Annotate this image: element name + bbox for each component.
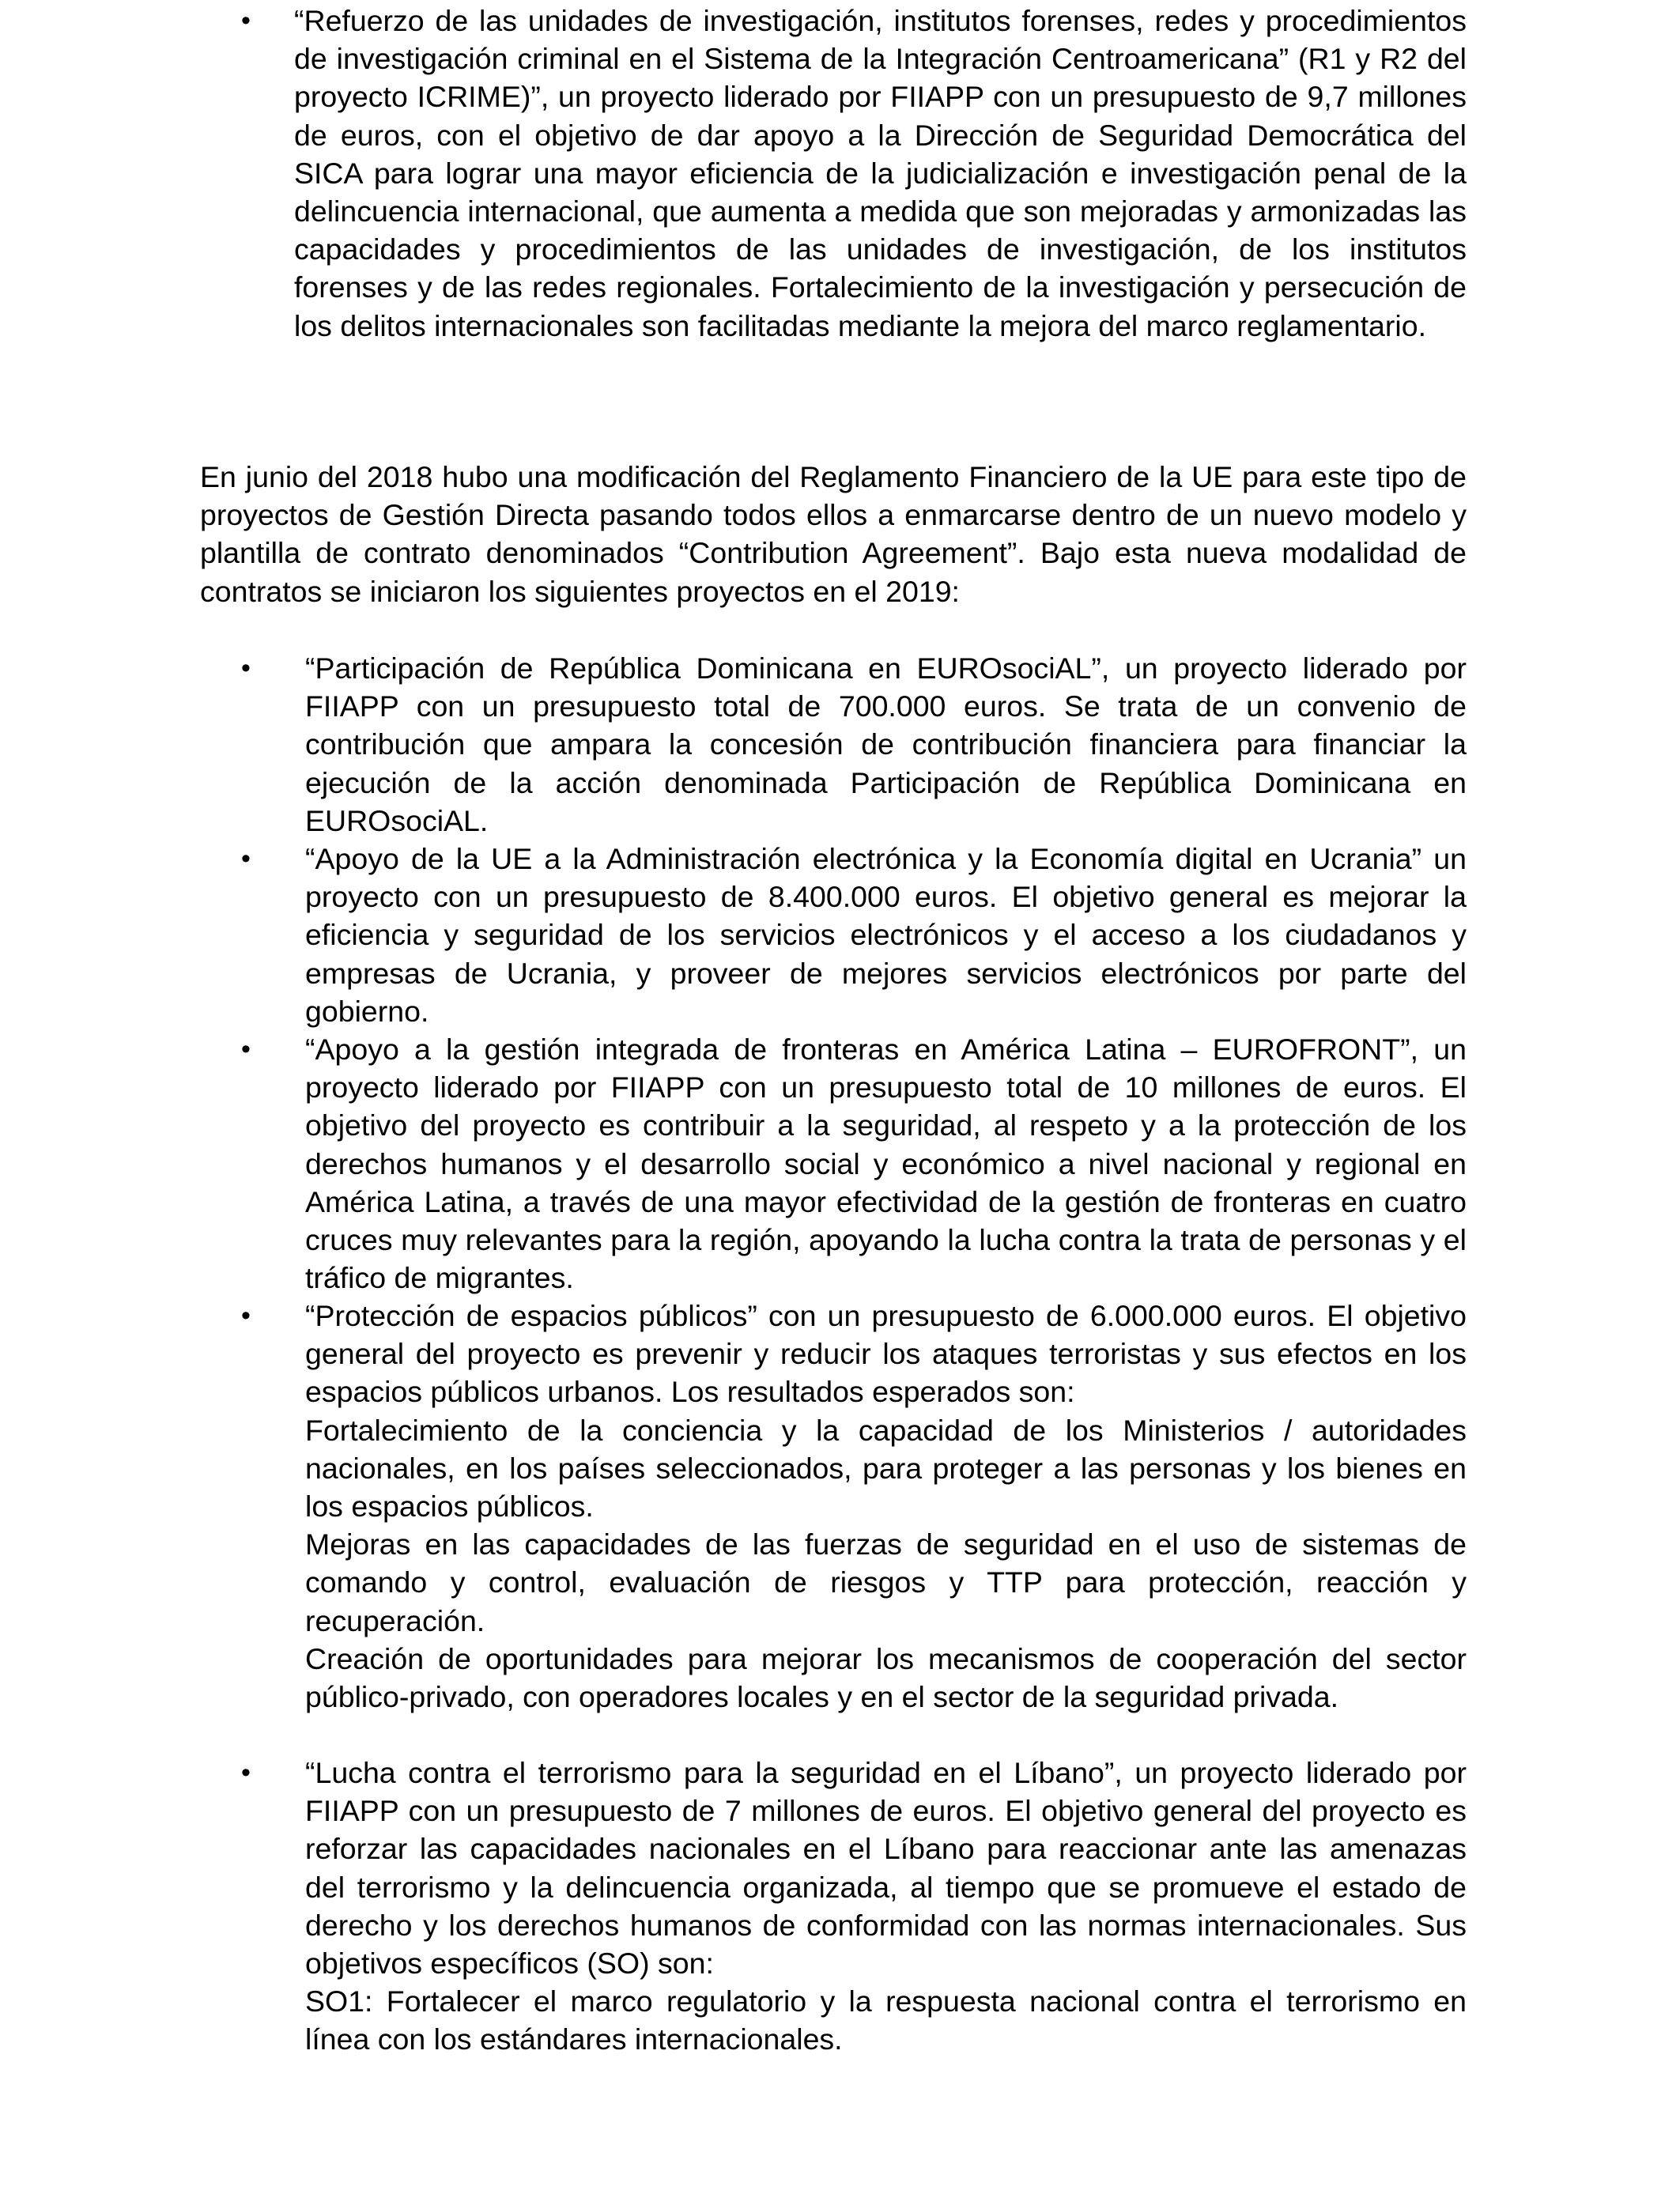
project-item-republica-dominicana — [305, 649, 1467, 840]
project-item-ucrania — [305, 840, 1467, 1030]
project-result-paragraph: Fortalecimiento de la conciencia y la capacidad de los Ministerios / autoridades nacionales, en los países seleccionados, para proteger a las personas y los bienes en los espacios públicos. — [305, 1413, 1467, 1524]
project-objective-paragraph: SO1: Fortalecer el marco regulatorio y la respuesta nacional contra el terrorismo en línea con los estándares internacionales. — [305, 1984, 1467, 2056]
bullet-marker: • — [241, 1758, 251, 1788]
project-item-espacios-publicos — [305, 1297, 1467, 1716]
project-result-paragraph: Mejoras en las capacidades de las fuerzas de seguridad en el uso de sistemas de comando y control, evaluación de riesgos y TTP para protección, reacción y recuperación. — [305, 1527, 1467, 1637]
bullet-marker: • — [241, 6, 251, 36]
intro-bullet-text — [294, 2, 1467, 345]
project-item-libano — [305, 1754, 1467, 2059]
bullet-marker: • — [241, 1301, 251, 1331]
body-paragraph: En junio del 2018 hubo una modificación del Reglamento Financiero de la UE para este tipo de proyectos de Gestión Directa pasando todos ellos a enmarcarse dentro de un nuevo modelo y plantilla de contrato denominados “Contribution Agreement”. Bajo esta nueva modalidad de contratos se iniciaron los siguientes proyectos en el 2019: — [200, 460, 1467, 608]
project-paragraph: “Participación de República Dominicana en EUROsociAL”, un proyecto liderado por FIIAPP con un presupuesto total de 700.000 euros. Se trata de un convenio de contribución que ampara la concesión de contribución financiera para financiar la ejecución de la acción denominada Participación de República Dominicana en EUROsociAL. — [305, 651, 1467, 837]
project-paragraph: “Apoyo a la gestión integrada de fronteras en América Latina – EUROFRONT”, un proyecto liderado por FIIAPP con un presupuesto total de 10 millones de euros. El objetivo del proyecto es contribuir a la seguridad, al respeto y a la protección de los derechos humanos y el desarrollo social y económico a nivel nacional y regional en América Latina, a través de una mayor efectividad de la gestión de fronteras en cuatro cruces muy relevantes para la región, apoyando la lucha contra la trata de personas y el tráfico de migrantes. — [305, 1033, 1467, 1295]
project-paragraph: “Apoyo de la UE a la Administración electrónica y la Economía digital en Ucrania” un proyecto con un presupuesto de 8.400.000 euros. El objetivo general es mejorar la eficiencia y seguridad de los servicios electrónicos y el acceso a los ciudadanos y empresas de Ucrania, y proveer de mejores servicios electrónicos por parte del gobierno. — [305, 842, 1467, 1028]
intro-bullet-paragraph: “Refuerzo de las unidades de investigación, institutos forenses, redes y procedimientos de investigación criminal en el Sistema de la Integración Centroamericana” (R1 y R2 del proyecto ICRIME)”, un proyecto liderado por FIIAPP con un presupuesto de 9,7 millones de euros, con el objetivo de dar apoyo a la Dirección de Seguridad Democrática del SICA para lograr una mayor eficiencia de la judicialización e investigación penal de la delincuencia internacional, que aumenta a medida que son mejoradas y armonizadas las capacidades y procedimientos de las unidades de investigación, de los institutos forenses y de las redes regionales. Fortalecimiento de la investigación y persecución de los delitos internacionales son facilitadas mediante la mejora del marco reglamentario. — [294, 4, 1467, 342]
project-paragraph: “Lucha contra el terrorismo para la seguridad en el Líbano”, un proyecto liderado por FIIAPP con un presupuesto de 7 millones de euros. El objetivo general del proyecto es reforzar las capacidades nacionales en el Líbano para reaccionar ante las amenazas del terrorismo y la delincuencia organizada, al tiempo que se promueve el estado de derecho y los derechos humanos de conformidad con las normas internacionales. Sus objetivos específicos (SO) son: — [305, 1756, 1467, 1981]
bullet-marker: • — [241, 653, 251, 683]
bullet-marker: • — [241, 844, 251, 874]
project-result-paragraph: Creación de oportunidades para mejorar los mecanismos de cooperación del sector público-privado, con operadores locales y en el sector de la seguridad privada. — [305, 1641, 1467, 1714]
bullet-marker: • — [241, 1034, 251, 1064]
project-item-eurofront — [305, 1030, 1467, 1297]
project-paragraph: “Protección de espacios públicos” con un presupuesto de 6.000.000 euros. El objetivo general del proyecto es prevenir y reducir los ataques terroristas y sus efectos en los espacios públicos urbanos. Los resultados esperados son: — [305, 1299, 1467, 1409]
